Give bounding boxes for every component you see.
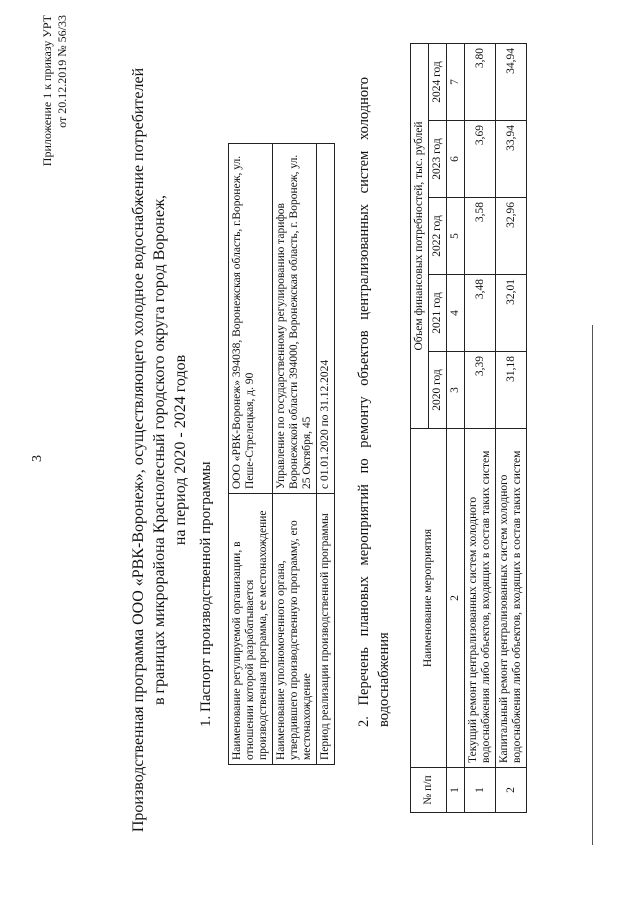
title-line-3: на период 2020 - 2024 годов [172,354,189,546]
column-number: 1 [447,768,465,813]
table-row [496,44,527,813]
row-value: 3,80 [465,44,496,121]
column-number: 6 [447,121,465,198]
passport-value: с 01.01.2020 по 31.12.2024 [317,144,335,494]
row-value: 3,48 [465,275,496,352]
passport-table [228,143,335,765]
row-value: 3,69 [465,121,496,198]
column-number: 5 [447,198,465,275]
column-number: 2 [447,429,465,768]
title-line-1: Производственная программа ООО «РВК-Воронеж», осуществляющего холодное водоснабжение потребителей [130,67,147,833]
row-value: 32,01 [496,275,527,352]
row-value: 33,94 [496,121,527,198]
column-number: 7 [447,44,465,121]
header-year: 2024 год [429,44,447,121]
column-number: 3 [447,352,465,429]
table-row [273,144,317,765]
table-row [229,144,273,765]
repair-plan-table [410,43,527,813]
passport-label: Наименование регулируемой организации, в отношении которой разрабатывается производственная программа, ее местонахождение [229,494,273,765]
row-value: 31,18 [496,352,527,429]
row-name: Капитальный ремонт централизованных систем холодного водоснабжения либо объектов, входящих в состав таких систем [496,429,527,768]
column-number-row [447,44,465,813]
passport-label: Наименование уполномоченного органа, утвердившего производственную программу, его местонахождение [273,494,317,765]
title-line-2: в границах микрорайона Краснолесный городского округа город Воронеж, [151,195,168,706]
header-year: 2020 год [429,352,447,429]
appendix-line-2: от 20.12.2019 № 56/33 [55,15,69,128]
section2-heading: 2. Перечень плановых мероприятий по ремонту объектов централизованных систем холодного водоснабжения [356,77,392,727]
row-value: 3,39 [465,352,496,429]
row-num: 1 [465,768,496,813]
section1-heading: 1. Паспорт производственной программы [198,461,214,727]
row-value: 34,94 [496,44,527,121]
header-name: Наименование мероприятия [411,429,447,768]
column-number: 4 [447,275,465,352]
passport-label: Период реализации производственной программы [317,494,335,765]
row-value: 3,58 [465,198,496,275]
table-row [317,144,335,765]
table-header-row [411,44,429,813]
row-name: Текущий ремонт централизованных систем холодного водоснабжения либо объектов, входящих в состав таких систем [465,429,496,768]
passport-value: ООО «РВК-Воронеж» 394038, Воронежская область, г.Воронеж, ул. Пеше-Стрелецкая, д. 90 [229,144,273,494]
passport-value: Управление по государственному регулированию тарифов Воронежской области 394000, Воронежская область, г. Воронеж, ул. 25 Октября, 45 [273,144,317,494]
row-value: 32,96 [496,198,527,275]
table-row [465,44,496,813]
header-year: 2023 год [429,121,447,198]
header-year: 2022 год [429,198,447,275]
header-year: 2021 год [429,275,447,352]
appendix-line-1: Приложение 1 к приказу УРТ [40,15,54,167]
header-finance: Объем финансовых потребностей, тыс. рублей [411,44,429,429]
row-num: 2 [496,768,527,813]
page-number: 3 [30,455,45,462]
header-num: № п/п [411,768,447,813]
document-title [128,55,191,845]
page-bottom-rule [592,325,593,845]
appendix-note [40,15,70,245]
